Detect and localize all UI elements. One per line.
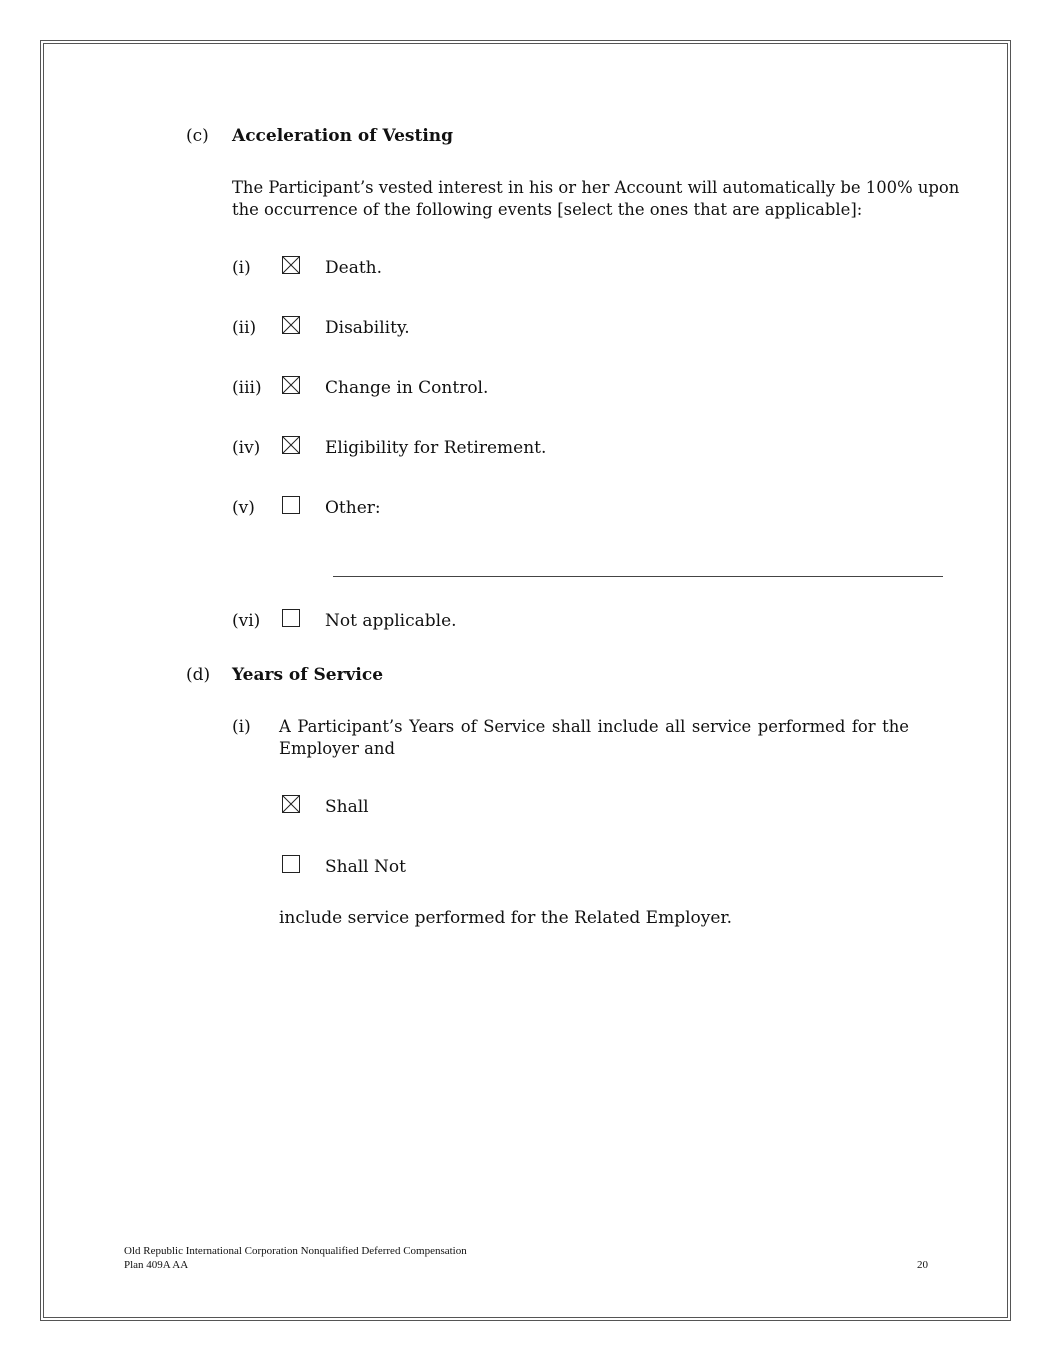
checkbox-death[interactable] — [282, 256, 300, 274]
item-number: (ii) — [232, 318, 257, 338]
section-c-intro-line2: the occurrence of the following events [select the ones that are applicable]: — [232, 200, 863, 219]
other-fill-in-line[interactable] — [333, 576, 943, 577]
option-label-shall-not: Shall Not — [325, 857, 406, 877]
item-label-not-applicable: Not applicable. — [325, 611, 457, 631]
section-c-label: (c) — [186, 126, 209, 146]
option-label-shall: Shall — [325, 797, 369, 817]
years-of-service-line2: Employer and — [279, 739, 395, 758]
years-of-service-closing: include service performed for the Related Employer. — [279, 908, 733, 928]
item-label-change-in-control: Change in Control. — [325, 378, 489, 398]
section-c-title: Acceleration of Vesting — [232, 126, 454, 146]
checkbox-not-applicable[interactable] — [282, 609, 300, 627]
footer-page-number: 20 — [917, 1259, 928, 1271]
item-number: (v) — [232, 498, 255, 518]
item-label-eligibility-for-retirement: Eligibility for Retirement. — [325, 438, 547, 458]
item-number: (i) — [232, 717, 251, 737]
section-d-label: (d) — [186, 665, 211, 685]
checkbox-change-in-control[interactable] — [282, 376, 300, 394]
checkbox-eligibility-for-retirement[interactable] — [282, 436, 300, 454]
item-number: (iii) — [232, 378, 262, 398]
footer-plan-name-line2: Plan 409A AA — [124, 1259, 189, 1271]
item-number: (iv) — [232, 438, 261, 458]
section-c-intro-line1: The Participant’s vested interest in his or her Account will automatically be 100% upon — [232, 178, 960, 197]
checkbox-other[interactable] — [282, 496, 300, 514]
section-d-title: Years of Service — [232, 665, 384, 685]
footer-plan-name-line1: Old Republic International Corporation Nonqualified Deferred Compensation — [124, 1245, 467, 1257]
checkbox-shall-not[interactable] — [282, 855, 300, 873]
checkbox-disability[interactable] — [282, 316, 300, 334]
years-of-service-line1: A Participant’s Years of Service shall include all service performed for the — [279, 717, 909, 736]
item-number: (i) — [232, 258, 251, 278]
item-label-disability: Disability. — [325, 318, 410, 338]
item-label-other: Other: — [325, 498, 381, 518]
checkbox-shall[interactable] — [282, 795, 300, 813]
item-number: (vi) — [232, 611, 261, 631]
item-label-death: Death. — [325, 258, 383, 278]
